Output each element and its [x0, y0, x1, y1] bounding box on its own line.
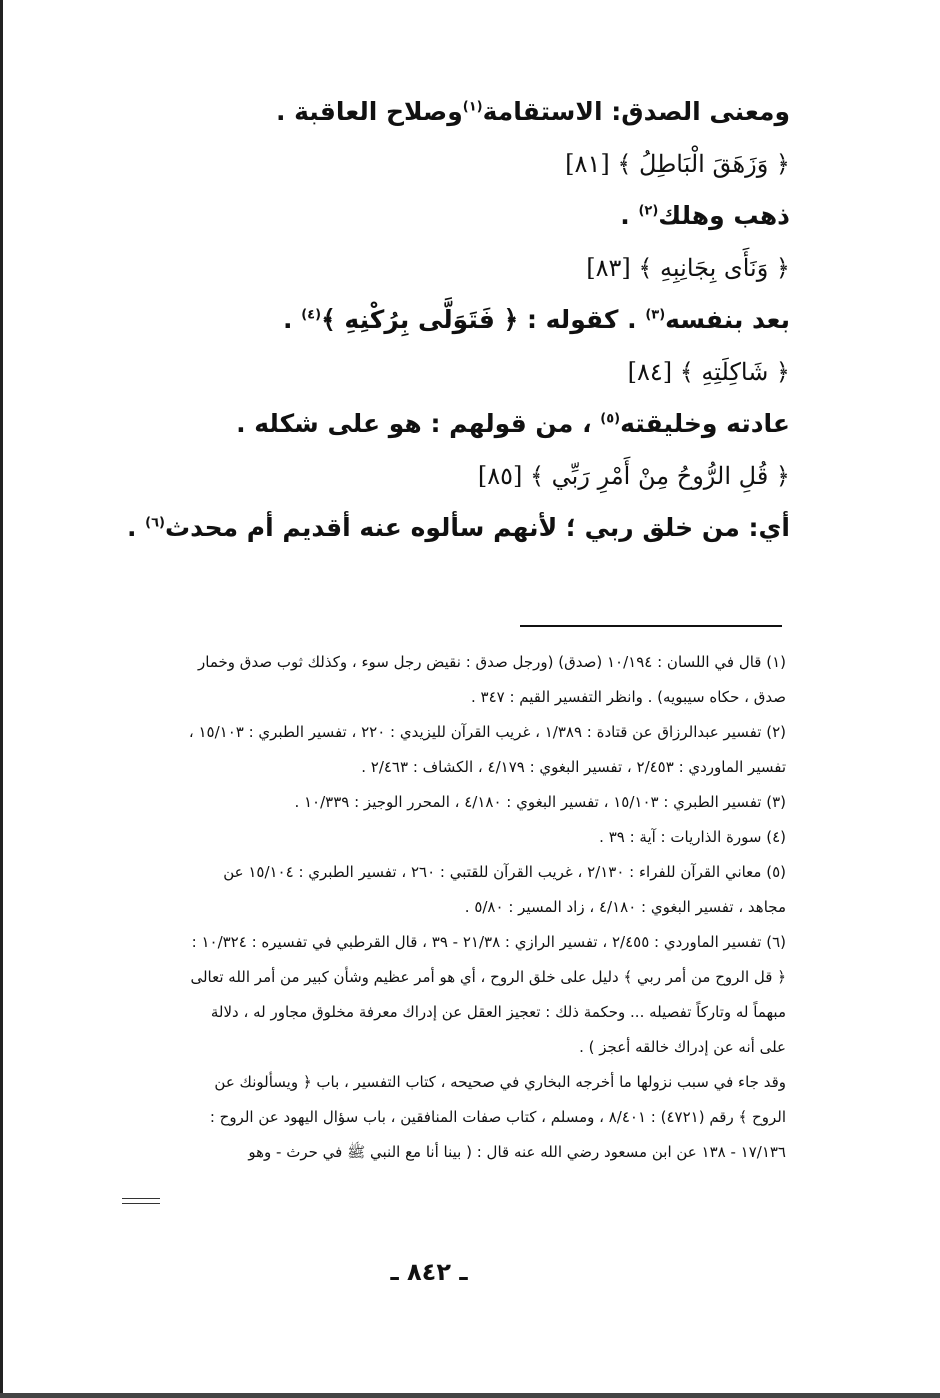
footnote-line: وقد جاء في سبب نزولها ما أخرجه البخاري في صحيحه ، كتاب التفسير ، باب ﴿ ويسألونك عن [214, 1073, 786, 1091]
gloss-line [170, 95, 790, 129]
footnote-line: (١) قال في اللسان : ١٠/١٩٤ (صدق) (ورجل صدق : نقيض رجل سوء ، وكذلك ثوب صدق وخمار [198, 653, 786, 671]
gloss-line [170, 303, 790, 337]
footnote-line: (٦) تفسير الماوردي : ٢/٤٥٥ ، تفسير الرازي : ٢١/٣٨ - ٣٩ ، قال القرطبي في تفسيره : ١٠/٣٢٤ : [191, 933, 786, 951]
gloss-continuation: . [283, 305, 302, 334]
footnotes [80, 645, 786, 1170]
verse-text: ﴿ قُلِ الرُّوحُ مِنْ أَمْرِ رَبِّي ﴾ [٨٥] [477, 462, 790, 490]
gloss-continuation: . كقوله : ﴿ فَتَوَلَّى بِرُكْنِهِ ﴾ [321, 305, 646, 334]
footnote-line: تفسير الماوردي : ٢/٤٥٣ ، تفسير البغوي : ٤/١٧٩ ، الكشاف : ٢/٤٦٣ . [361, 758, 786, 776]
footnote-ref: (٢) [638, 203, 659, 219]
page-number: ـ ٨٤٢ ـ [390, 1258, 468, 1286]
footnote-line: صدق ، حكاه سيبويه) . وانظر التفسير القيم : ٣٤٧ . [470, 688, 786, 706]
verse-text: ﴿ وَنَأَى بِجَانِبِهِ ﴾ [٨٣] [586, 254, 790, 282]
verse-text: ﴿ وَزَهَقَ الْبَاطِلُ ﴾ [٨١] [565, 150, 790, 178]
footnote-line: (٢) تفسير عبدالرزاق عن قتادة : ١/٣٨٩ ، غريب القرآن لليزيدي : ٢٢٠ ، تفسير الطبري : ١٥/١٠٣ ، [188, 723, 786, 741]
gloss-text: بعد بنفسه [665, 305, 790, 334]
footnote-line: مجاهد ، تفسير البغوي : ٤/١٨٠ ، زاد المسير : ٥/٨٠ . [464, 898, 786, 916]
gloss-text: أي: من خلق ربي ؛ لأنهم سألوه عنه أقديم أم محدث [165, 513, 790, 542]
footnote-line: على أنه عن إدراك خالقه أعجز ) . [579, 1038, 786, 1056]
continuation-mark [122, 1198, 160, 1204]
gloss-line [170, 199, 790, 233]
footnote-ref: (٤) [301, 307, 322, 323]
footnote-line: (٤) سورة الذاريات : آية : ٣٩ . [599, 828, 786, 846]
footnote-line: الروح ﴾ رقم (٤٧٢١) : ٨/٤٠١ ، ومسلم ، كتاب صفات المنافقين ، باب سؤال اليهود عن الروح : [209, 1108, 786, 1126]
verse-line [170, 355, 790, 389]
scan-left-edge [0, 0, 3, 1398]
footnote-line: (٣) تفسير الطبري : ١٥/١٠٣ ، تفسير البغوي : ٤/١٨٠ ، المحرر الوجيز : ١٠/٣٣٩ . [294, 793, 786, 811]
gloss-continuation: . [126, 513, 146, 542]
gloss-line [126, 511, 790, 545]
footnote-ref: (٣) [645, 307, 666, 323]
gloss-text: ومعنى الصدق: الاستقامة [482, 97, 790, 126]
footnote-separator [520, 625, 782, 627]
footnote-ref: (٦) [145, 515, 165, 531]
verse-line [170, 251, 790, 285]
gloss-continuation: ، من قولهم : هو على شكله . [236, 409, 601, 438]
main-text [126, 90, 790, 545]
verse-text: ﴿ شَاكِلَتِهِ ﴾ [٨٤] [627, 358, 790, 386]
footnote-line: (٥) معاني القرآن للفراء : ٢/١٣٠ ، غريب القرآن للقتبي : ٢٦٠ ، تفسير الطبري : ١٥/١٠٤ عن [223, 863, 786, 881]
footnote-line: ﴿ قل الروح من أمر ربي ﴾ دليل على خلق الروح ، أي هو أمر عظيم وشأن كبير من أمر الله تعالى [190, 968, 786, 986]
footnote-line: ١٧/١٣٦ - ١٣٨ عن ابن مسعود رضي الله عنه قال : ( بينا أنا مع النبي ﷺ في حرث - وهو [248, 1143, 786, 1161]
footnote-line: مبهماً له وتاركاً تفصيله ... وحكمة ذلك : تعجيز العقل عن إدراك معرفة مخلوق مجاور له ، دلالة [210, 1003, 786, 1021]
gloss-continuation: وصلاح العاقبة . [275, 97, 463, 126]
gloss-continuation: . [620, 201, 639, 230]
gloss-line [170, 407, 790, 441]
scan-bottom-edge [0, 1393, 940, 1398]
gloss-text: ذهب وهلك [658, 201, 790, 230]
verse-line [170, 459, 790, 493]
verse-line [170, 147, 790, 181]
gloss-text: عادته وخليقته [620, 409, 790, 438]
footnote-ref: (١) [462, 99, 483, 115]
footnote-ref: (٥) [600, 411, 621, 427]
